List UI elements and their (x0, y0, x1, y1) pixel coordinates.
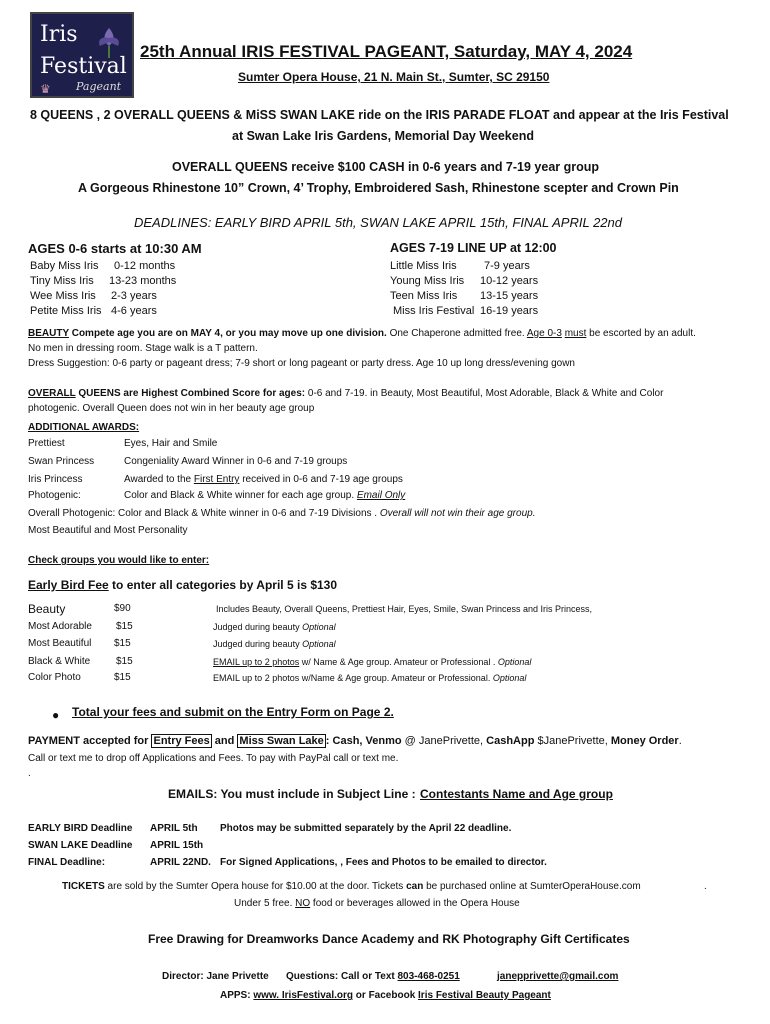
age-row-range: 0-12 months (114, 260, 176, 272)
award-name: Iris Princess (28, 474, 83, 485)
overall-rules: OVERALL QUEENS are Highest Combined Score for ages: 0-6 and 7-19. in Beauty, Most Beautiful, Most Adorable, Black & White and Color (28, 388, 664, 399)
award-desc: Awarded to the First Entry received in 0-6 and 7-19 age groups (124, 474, 403, 485)
crown-icon: ♛ (40, 82, 51, 96)
age-row-name: Young Miss Iris (390, 275, 465, 287)
tickets-info: TICKETS are sold by the Sumter Opera house for $10.00 at the door. Tickets can be purchased online at SumterOperaHouse.com (62, 881, 641, 892)
age-row-range: 10-12 years (480, 275, 539, 287)
dressing-room-note: No men in dressing room. Stage walk is a T pattern. (28, 343, 258, 354)
intro-line2: at Swan Lake Iris Gardens, Memorial Day Weekend (232, 129, 534, 143)
fee-price: $90 (114, 603, 131, 614)
schedule-note: Photos may be submitted separately by the April 22 deadline. (220, 823, 512, 834)
fee-price: $15 (114, 638, 131, 649)
schedule-label: EARLY BIRD Deadline (28, 823, 133, 834)
payment-line: PAYMENT accepted for Entry Fees and Miss Swan Lake : Cash, Venmo @ JanePrivette, CashApp $JanePrivette, Money Order. (28, 735, 682, 747)
logo-line1: Iris (40, 22, 78, 47)
beauty-rules: BEAUTY Compete age you are on MAY 4, or you may move up one division. One Chaperone admitted free. Age 0-3 must be escorted by an adult. (28, 328, 696, 339)
age-row-name: Baby Miss Iris (30, 260, 99, 272)
email-only-note: Email Only (356, 490, 406, 501)
entry-fees-box: Entry Fees (153, 735, 210, 747)
fee-price: $15 (116, 656, 133, 667)
deadlines-line: DEADLINES: EARLY BIRD APRIL 5th, SWAN LAKE APRIL 15th, FINAL APRIL 22nd (134, 215, 622, 230)
dress-suggestion: Dress Suggestion: 0-6 party or pageant dress; 7-9 short or long pageant or party dress. Age 10 up long dress/evening gown (28, 358, 575, 369)
awards-heading: ADDITIONAL AWARDS: (28, 422, 140, 433)
free-drawing: Free Drawing for Dreamworks Dance Academy and RK Photography Gift Certificates (148, 932, 630, 946)
award-desc: Color and Black & White winner for each age group. Email Only (124, 490, 406, 501)
check-groups: Check groups you would like to enter: (28, 555, 210, 566)
emails-subject-line: EMAILS: You must include in Subject Line : (168, 787, 416, 801)
phone-link[interactable]: 803-468-0251 (397, 971, 460, 982)
fee-desc: EMAIL up to 2 photos w/Name & Age group. Amateur or Professional. Optional (213, 673, 527, 683)
page-title: 25th Annual IRIS FESTIVAL PAGEANT, Saturday, MAY 4, 2024 (140, 42, 633, 61)
ages-old-heading: AGES 7-19 LINE UP at 12:00 (390, 241, 557, 255)
stray-dot: . (28, 768, 31, 779)
age-row-range: 13-23 months (109, 275, 177, 287)
website-link[interactable]: www. IrisFestival.org (253, 990, 354, 1001)
age-row-name: Tiny Miss Iris (30, 275, 94, 287)
emails-subject-value: Contestants Name and Age group (420, 787, 613, 801)
overall-note: photogenic. Overall Queen does not win in her beauty age group (28, 403, 315, 414)
logo-line3: Pageant (76, 80, 122, 93)
age-row-name: Wee Miss Iris (30, 290, 96, 302)
age-row-name: Little Miss Iris (390, 260, 457, 272)
intro-line1: 8 QUEENS , 2 OVERALL QUEENS & MiSS SWAN LAKE ride on the IRIS PARADE FLOAT and appear at the Iris Festival (30, 108, 729, 122)
overall-queens-cash: OVERALL QUEENS receive $100 CASH in 0-6 years and 7-19 year group (172, 160, 600, 174)
overall-photogenic: Overall Photogenic: Color and Black & White winner in 0-6 and 7-19 Divisions . Overall will not win their age group. (28, 508, 536, 519)
fee-desc: EMAIL up to 2 photos w/ Name & Age group. Amateur or Professional . Optional (213, 657, 532, 667)
age-row-range: 16-19 years (480, 305, 539, 317)
logo-line2: Festival (40, 54, 127, 79)
iris-festival-logo (30, 12, 134, 98)
schedule-date: APRIL 22ND. (150, 857, 211, 868)
award-name: Photogenic: (28, 490, 81, 501)
award-desc: Congeniality Award Winner in 0-6 and 7-19 groups (124, 456, 348, 467)
age-row-name: Petite Miss Iris (30, 305, 102, 317)
age-row-range: 7-9 years (484, 260, 530, 272)
under-5-note: Under 5 free. NO food or beverages allowed in the Opera House (234, 898, 520, 909)
prizes-line: A Gorgeous Rhinestone 10” Crown, 4’ Trophy, Embroidered Sash, Rhinestone scepter and Crown Pin (78, 181, 679, 195)
questions-contact: Questions: Call or Text 803-468-0251 (286, 971, 460, 982)
payment-note: Call or text me to drop off Applications and Fees. To pay with PayPal call or text me. (28, 753, 399, 764)
fee-name: Color Photo (28, 672, 81, 683)
fee-name: Most Beautiful (28, 638, 92, 649)
schedule-note: For Signed Applications, , Fees and Photos to be emailed to director. (220, 857, 547, 868)
apps-line: APPS: www. IrisFestival.org or Facebook Iris Festival Beauty Pageant (220, 990, 551, 1001)
early-bird-fee: Early Bird Fee to enter all categories by April 5 is $130 (28, 578, 338, 592)
fee-name: Most Adorable (28, 621, 92, 632)
award-desc: Eyes, Hair and Smile (124, 438, 218, 449)
age-row-range: 4-6 years (111, 305, 157, 317)
fee-name: Black & White (28, 656, 91, 667)
age-row-range: 13-15 years (480, 290, 539, 302)
schedule-label: FINAL Deadline: (28, 857, 106, 868)
fee-name: Beauty (28, 602, 66, 616)
fee-price: $15 (114, 672, 131, 683)
age-row-name: Miss Iris Festival (393, 305, 475, 317)
ages-young-heading: AGES 0-6 starts at 10:30 AM (28, 241, 202, 256)
director-name: Director: Jane Privette (162, 971, 269, 982)
age-row-range: 2-3 years (111, 290, 157, 302)
facebook-link[interactable]: Iris Festival Beauty Pageant (418, 990, 551, 1001)
tickets-trail: . (704, 881, 707, 892)
schedule-date: APRIL 15th (150, 840, 204, 851)
award-name: Prettiest (28, 438, 65, 449)
fee-desc: Includes Beauty, Overall Queens, Prettiest Hair, Eyes, Smile, Swan Princess and Iris Princess, (216, 604, 592, 614)
venue-address: Sumter Opera House, 21 N. Main St., Sumter, SC 29150 (238, 70, 550, 84)
miss-swan-lake-box: Miss Swan Lake (239, 735, 324, 747)
total-fees-note: Total your fees and submit on the Entry Form on Page 2. (72, 705, 394, 719)
fee-desc: Judged during beauty Optional (213, 622, 336, 632)
schedule-label: SWAN LAKE Deadline (28, 840, 133, 851)
schedule-date: APRIL 5th (150, 823, 198, 834)
iris-flower-icon (94, 24, 124, 58)
email-link[interactable]: janepprivette@gmail.com (497, 971, 619, 982)
fee-price: $15 (116, 621, 133, 632)
age-row-name: Teen Miss Iris (390, 290, 458, 302)
bullet-icon: ● (52, 708, 60, 722)
fee-desc: Judged during beauty Optional (213, 639, 336, 649)
most-awards: Most Beautiful and Most Personality (28, 525, 188, 536)
award-name: Swan Princess (28, 456, 95, 467)
